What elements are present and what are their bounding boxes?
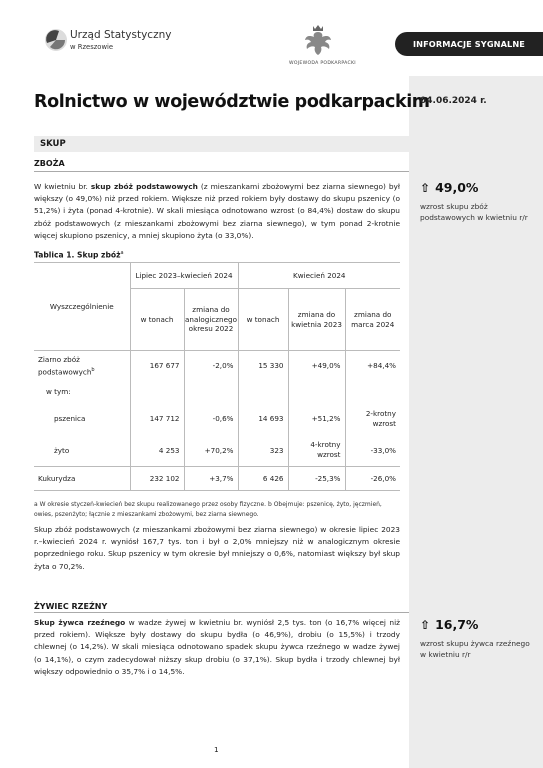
highlight-description: wzrost skupu żywca rzeźnego w kwietniu r/r xyxy=(420,639,530,659)
table-cell: 4 253 xyxy=(130,435,184,467)
up-arrow-icon: ⇧ xyxy=(420,617,431,632)
table-cell: 147 712 xyxy=(130,403,184,435)
row-label: w tym: xyxy=(46,387,71,396)
group-header: Kwiecień 2024 xyxy=(238,263,400,289)
table-row xyxy=(34,467,400,491)
table-cell xyxy=(184,381,238,403)
zywiec-heading: ŻYWIEC RZEŹNY xyxy=(34,602,108,611)
column-header: w tonach xyxy=(238,289,288,351)
stub-header: Wyszczególnienie xyxy=(34,263,130,351)
eagle-emblem-icon xyxy=(303,24,333,58)
group-header: Lipiec 2023–kwiecień 2024 xyxy=(130,263,238,289)
table-cell: 2-krotny wzrost xyxy=(345,403,400,435)
table-cell xyxy=(345,381,400,403)
row-label: Ziarno zbóż podstawowych$^b$ xyxy=(38,354,95,376)
zboza-highlight xyxy=(420,180,535,223)
table-row xyxy=(34,435,400,467)
logo-text-sub: w Rzeszowie xyxy=(70,43,114,51)
informacje-sygnalne-band: INFORMACJE SYGNALNE xyxy=(395,32,543,56)
section-title: SKUP xyxy=(40,139,66,149)
table-cell: 232 102 xyxy=(130,467,184,491)
table-header-row xyxy=(34,263,400,289)
column-header: zmiana do marca 2024 xyxy=(345,289,400,351)
table-cell xyxy=(288,381,345,403)
table-cell: -26,0% xyxy=(345,467,400,491)
zywiec-highlight xyxy=(420,617,535,660)
table-cell: -0,6% xyxy=(184,403,238,435)
row-label: żyto xyxy=(54,445,70,455)
zboza-heading: ZBOŻA xyxy=(34,159,65,168)
table-cell: 323 xyxy=(238,435,288,467)
table-row xyxy=(34,381,400,403)
table-cell xyxy=(238,381,288,403)
row-label: Kukurydza xyxy=(38,474,76,483)
zboza-paragraph-1: W kwietniu br. skup zbóż podstawowych (z mieszankami zbożowymi bez ziarna siewnego) był większy (o 49,0%) niż przed rokiem. Większe niż przed rokiem były dostawy do skupu pszenicy (o 51,2%) i żyta (ponad 4-krotnie). W skali miesiąca odnotowano wzrost (o 84,4%) dostaw do skupu zbóż podstawowych (z mieszankami zbożowymi bez ziarna siewnego), w tym ponad 2-krotnie więcej skupiono pszenicy, a mniej skupiono żyta (o 33,0%). xyxy=(34,182,400,240)
page-number: 1 xyxy=(214,745,219,754)
row-label: pszenica xyxy=(54,414,86,423)
table-cell: -2,0% xyxy=(184,351,238,381)
table-cell: 14 693 xyxy=(238,403,288,435)
page-title: Rolnictwo w województwie podkarpackim xyxy=(34,92,430,112)
divider xyxy=(34,612,409,613)
skup-zboz-table xyxy=(34,262,400,491)
zywiec-paragraph: Skup żywca rzeźnego w wadze żywej w kwietniu br. wyniósł 2,5 tys. ton (o 16,7% więcej niż przed rokiem). Większe były dostawy do skupu bydła (o 46,9%), drobiu (o 15,5%) i trzody chlewnej (o 14,2%). W skali miesiąca odnotowano spadek skupu żywca rzeźnego w wadze żywej (o 14,1%), o czym zadecydował niższy skup drobiu (o 37,1%). Skup bydła i trzody chlewnej był większy odpowiednio o 35,7% i o 14,5%. xyxy=(34,618,400,676)
logo-text-main: Urząd Statystyczny xyxy=(70,29,172,41)
column-header: w tonach xyxy=(130,289,184,351)
table-footnote: a W okresie styczeń-kwiecień bez skupu realizowanego przez osoby fizyczne. b Obejmuje: pszenicę, żyto, jęczmień, owies, pszenżyto; łącznie z mieszankami zbożowymi, bez ziarna siewnego. xyxy=(34,501,382,518)
gus-logo-icon xyxy=(44,28,68,52)
table-cell: +51,2% xyxy=(288,403,345,435)
highlight-value: 16,7% xyxy=(435,617,479,632)
table-cell: 15 330 xyxy=(238,351,288,381)
table-cell: +70,2% xyxy=(184,435,238,467)
table-caption: Tablica 1. Skup zbóż$^a$ xyxy=(34,250,124,260)
zboza-paragraph-2: Skup zbóż podstawowych (z mieszankami zbożowymi bez ziarna siewnego) w okresie lipiec 2023 r.–kwiecień 2024 r. wyniósł 167,7 tys. ton i był o 2,0% mniejszy niż w analogicznym okresie poprzedniego roku. Skup pszenicy w tym okresie był mniejszy o 0,6%, natomiast większy był skup żyta o 70,2%. xyxy=(34,525,400,571)
column-header: zmiana do kwietnia 2023 xyxy=(288,289,345,351)
highlight-value: 49,0% xyxy=(435,180,479,195)
table-cell: 167 677 xyxy=(130,351,184,381)
table-cell: -25,3% xyxy=(288,467,345,491)
emblem-caption: WOJEWODA PODKARPACKI xyxy=(289,61,356,66)
table-cell: 4-krotny wzrost xyxy=(288,435,345,467)
table-cell: +49,0% xyxy=(288,351,345,381)
column-header: zmiana do analogicznego okresu 2022 xyxy=(184,289,238,351)
up-arrow-icon: ⇧ xyxy=(420,180,431,195)
table-cell: -33,0% xyxy=(345,435,400,467)
table-cell: 6 426 xyxy=(238,467,288,491)
publication-date: 04.06.2024 r. xyxy=(420,96,487,106)
table-row xyxy=(34,351,400,381)
highlight-description: wzrost skupu zbóż podstawowych w kwietniu r/r xyxy=(420,202,528,222)
divider xyxy=(34,171,409,172)
table-row xyxy=(34,403,400,435)
table-cell: +3,7% xyxy=(184,467,238,491)
section-bar xyxy=(34,136,409,152)
table-cell xyxy=(130,381,184,403)
table-cell: +84,4% xyxy=(345,351,400,381)
